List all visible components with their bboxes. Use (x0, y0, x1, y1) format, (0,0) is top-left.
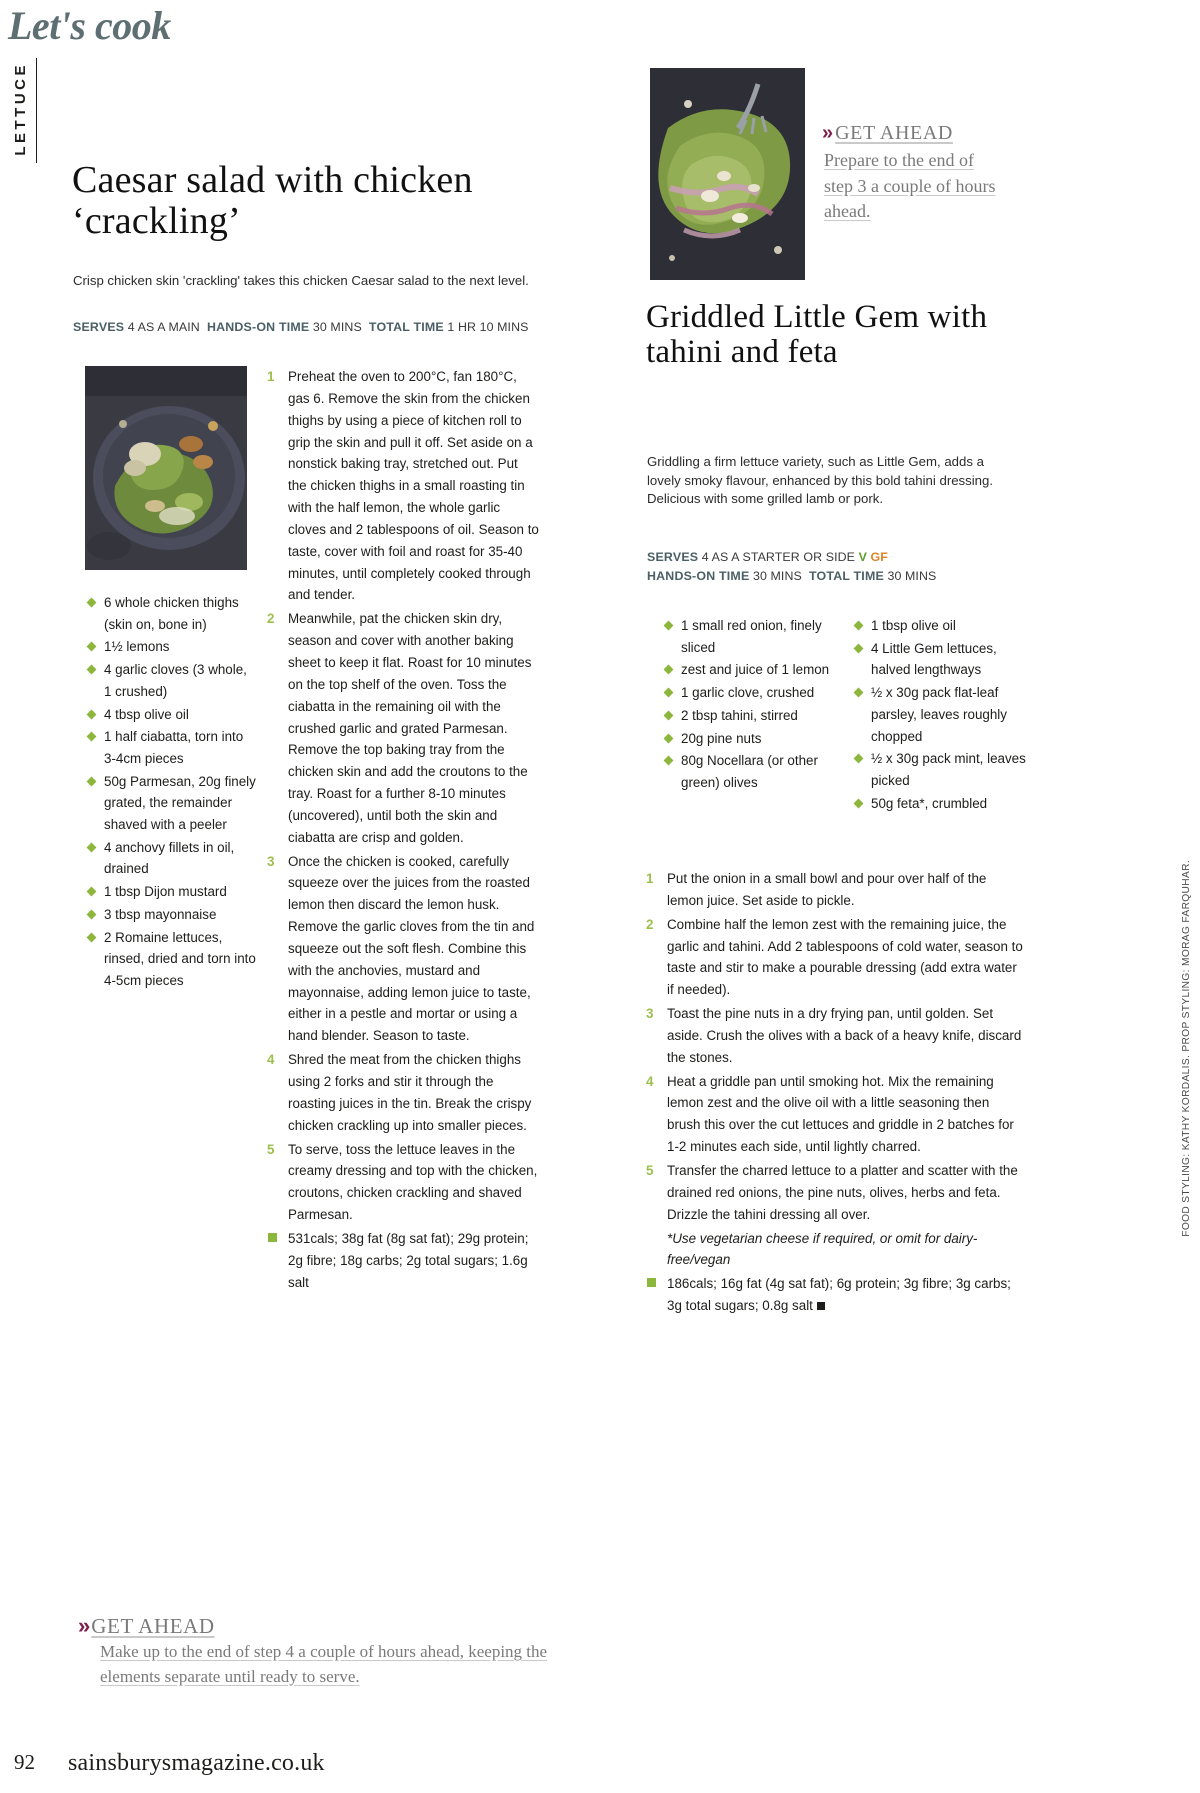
recipe-photo-griddled-little-gem (650, 68, 805, 280)
hands-on-value: 30 MINS (312, 320, 362, 334)
ingredient-item: 80g Nocellara (or other green) olives (665, 750, 837, 793)
ingredient-item: 50g Parmesan, 20g finely grated, the remainder shaved with a peeler (88, 771, 256, 836)
ingredients-list-little-gem-col1 (665, 615, 837, 795)
method-step: To serve, toss the lettuce leaves in the creamy dressing and top with the chicken, croutons, chicken crackling and shaved Parmesan. (288, 1141, 538, 1223)
page-number: 92 (14, 1750, 35, 1774)
end-of-article-mark (817, 1302, 825, 1310)
method-step: Preheat the oven to 200°C, fan 180°C, gas 6. Remove the skin from the chicken thighs by using a piece of kitchen roll to grip the skin and pull it off. Set aside on a nonstick baking tray, stretched out. Put the chicken thighs in a small roasting tin with the half lemon, the whole garlic cloves and 2 tablespoons of oil. Season to taste, cover with foil and roast for 35-40 minutes, until completely cooked through and tender. (288, 369, 539, 603)
section-tab-lettuce: LETTUCE (12, 62, 29, 156)
ingredient-item: 50g feta*, crumbled (855, 793, 1027, 815)
recipe-meta-little-gem (647, 548, 1047, 585)
ingredient-item: 2 tbsp tahini, stirred (665, 705, 837, 727)
ingredient-item: 2 Romaine lettuces, rinsed, dried and torn into 4-5cm pieces (88, 927, 256, 992)
method-step: Heat a griddle pan until smoking hot. Mix the remaining lemon zest and the olive oil with a little seasoning then brush this over the cut lettuces and griddle in 2 batches for 1-2 minutes each side, until lightly charred. (667, 1073, 1014, 1155)
ingredient-item: ½ x 30g pack flat-leaf parsley, leaves roughly chopped (855, 682, 1027, 747)
recipe-title-little-gem: Griddled Little Gem with tahini and feta (646, 299, 988, 371)
get-ahead-title-bottom: GET AHEAD (91, 1614, 215, 1638)
recipe-standfirst-caesar: Crisp chicken skin 'crackling' takes this chicken Caesar salad to the next level. (73, 273, 529, 288)
get-ahead-title-top: GET AHEAD (835, 122, 953, 144)
method-step: Transfer the charred lettuce to a platter and scatter with the drained red onions, the pine nuts, olives, herbs and feta. Drizzle the tahini dressing all over. (667, 1162, 1018, 1222)
method-step: Shred the meat from the chicken thighs using 2 forks and stir it through the roasting juices in the tin. Break the crispy chicken crackling up into smaller pieces. (288, 1052, 532, 1133)
ingredient-item: 1½ lemons (88, 636, 256, 658)
chevron-double-right-icon: » (822, 122, 831, 144)
hands-on-label: HANDS-ON TIME (206, 320, 310, 334)
ingredient-item: 1 tbsp Dijon mustard (88, 881, 256, 903)
get-ahead-box-bottom (78, 1613, 598, 1689)
serves-value: 4 AS A STARTER OR SIDE (701, 550, 856, 564)
ingredient-item: 20g pine nuts (665, 728, 837, 750)
badge-vegetarian: V (858, 550, 867, 564)
recipe-standfirst-little-gem: Griddling a firm lettuce variety, such as Little Gem, adds a lovely smoky flavour, enhanced by this bold tahini dressing. Delicious with some grilled lamb or pork. (647, 454, 993, 507)
ingredient-item: 1 half ciabatta, torn into 3-4cm pieces (88, 726, 256, 769)
method-block-little-gem (646, 868, 1026, 1317)
method-steps-caesar (267, 366, 539, 1226)
photo-credits: FOOD STYLING: KATHY KORDALIS. PROP STYLING: MORAG FARQUHAR. (1181, 860, 1192, 1237)
get-ahead-body-top: Prepare to the end of step 3 a couple of hours ahead. (824, 150, 996, 222)
method-step: Meanwhile, pat the chicken skin dry, season and cover with another baking sheet to keep it flat. Roast for 10 minutes on the top shelf of the oven. Toss the ciabatta in the remaining oil with the crushed garlic and grated Parmesan. Remove the top baking tray from the chicken skin and add the croutons to the tray. Roast for a further 8-10 minutes (uncovered), until both the skin and ciabatta are crisp and golden. (288, 611, 532, 845)
ingredient-item: ½ x 30g pack mint, leaves picked (855, 748, 1027, 791)
ingredients-list-little-gem-col2 (855, 615, 1027, 815)
recipe-photo-caesar-salad (85, 366, 247, 570)
website-url: sainsburysmagazine.co.uk (68, 1750, 325, 1776)
serves-label: SERVES (647, 550, 699, 564)
nutrition-info-caesar: 531cals; 38g fat (8g sat fat); 29g protein; 2g fibre; 18g carbs; 2g total sugars; 1.6g salt (267, 1228, 539, 1294)
ingredient-item: 6 whole chicken thighs (skin on, bone in) (88, 592, 256, 635)
total-time-value: 1 HR 10 MINS (447, 320, 529, 334)
total-time-value: 30 MINS (887, 568, 937, 583)
recipe-footnote-little-gem: *Use vegetarian cheese if required, or omit for dairy-free/vegan (667, 1230, 978, 1268)
total-time-label: TOTAL TIME (368, 320, 444, 334)
ingredient-item: 1 garlic clove, crushed (665, 682, 837, 704)
method-steps-little-gem (646, 868, 1026, 1226)
ingredient-item: 4 garlic cloves (3 whole, 1 crushed) (88, 659, 256, 702)
method-block-caesar (267, 366, 539, 1293)
hands-on-label: HANDS-ON TIME (647, 568, 750, 583)
chevron-double-right-icon: » (78, 1613, 88, 1638)
method-step: Combine half the lemon zest with the remaining juice, the garlic and tahini. Add 2 tablespoons of cold water, season to taste and stir to make a pourable dressing (add extra water if needed). (667, 916, 1023, 998)
ingredients-list-caesar (88, 592, 256, 993)
nutrition-text: 186cals; 16g fat (4g sat fat); 6g protein; 3g fibre; 3g carbs; 3g total sugars; 0.8g salt (667, 1276, 1011, 1314)
get-ahead-body-bottom: Make up to the end of step 4 a couple of hours ahead, keeping the elements separate until ready to serve. (100, 1642, 548, 1686)
recipe-meta-caesar (73, 318, 593, 337)
badge-gluten-free: GF (870, 550, 888, 564)
caesar-salad-photo-art (85, 366, 247, 570)
page-masthead-title: Let's cook (8, 3, 171, 48)
get-ahead-box-top (822, 120, 1002, 225)
ingredient-item: 4 Little Gem lettuces, halved lengthways (855, 638, 1027, 681)
ingredient-item: 1 tbsp olive oil (855, 615, 1027, 637)
method-step: Put the onion in a small bowl and pour over half of the lemon juice. Set aside to pickle. (667, 871, 987, 908)
ingredient-item: zest and juice of 1 lemon (665, 659, 837, 681)
total-time-label: TOTAL TIME (808, 568, 884, 583)
nutrition-info-little-gem (646, 1273, 1026, 1317)
masthead-divider-rule (36, 58, 37, 163)
hands-on-value: 30 MINS (752, 568, 802, 583)
ingredient-item: 4 anchovy fillets in oil, drained (88, 837, 256, 880)
ingredient-item: 3 tbsp mayonnaise (88, 904, 256, 926)
ingredient-item: 4 tbsp olive oil (88, 704, 256, 726)
serves-label: SERVES (73, 320, 125, 334)
serves-value: 4 AS A MAIN (127, 320, 200, 334)
method-step: Once the chicken is cooked, carefully squeeze over the juices from the roasted lemon then discard the lemon husk. Remove the garlic cloves from the tin and squeeze out the soft flesh. Combine this with the anchovies, mustard and mayonnaise, adding lemon juice to taste, either in a pestle and mortar or using a hand blender. Season to taste. (288, 853, 535, 1044)
method-step: Toast the pine nuts in a dry frying pan, until golden. Set aside. Crush the olives with a back of a heavy knife, discard the stones. (667, 1006, 1022, 1065)
recipe-title-caesar: Caesar salad with chicken ‘crackling’ (72, 159, 473, 242)
ingredient-item: 1 small red onion, finely sliced (665, 615, 837, 658)
little-gem-photo-art (650, 68, 805, 280)
